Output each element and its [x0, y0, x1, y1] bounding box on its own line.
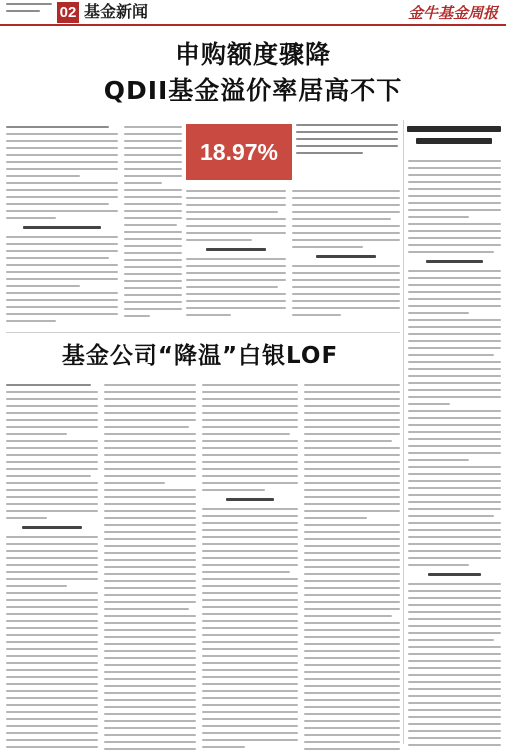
article-column-2: [124, 126, 182, 322]
lower-article-column-2: [104, 384, 196, 750]
secondary-headline: 基金公司“降温”白银LOF: [61, 343, 339, 369]
sidebar-divider: [403, 120, 404, 744]
sidebar-article: [408, 160, 501, 750]
page-number-badge: 02: [57, 2, 79, 23]
section-title: 基金新闻: [84, 4, 149, 21]
article-column-1: [6, 126, 118, 327]
main-headline-line1: 申购额度骤降: [174, 40, 331, 69]
lower-article-column-4: [304, 384, 400, 750]
highlight-figure-box: [186, 124, 292, 180]
main-headline-line2: QDII基金溢价率居高不下: [103, 76, 403, 105]
issue-meta: [6, 3, 52, 21]
brand-logo: 金牛基金周报: [407, 4, 498, 22]
page-header: [0, 0, 506, 26]
lower-article-column-3: [202, 384, 298, 750]
highlight-figure-value: 18.97%: [199, 139, 278, 165]
article-column-3: [186, 190, 286, 321]
story-divider: [6, 332, 400, 333]
highlight-figure-note: [296, 124, 398, 180]
sidebar-headline: [407, 126, 501, 146]
article-column-4: [292, 190, 400, 321]
lower-article-column-1: [6, 384, 98, 750]
